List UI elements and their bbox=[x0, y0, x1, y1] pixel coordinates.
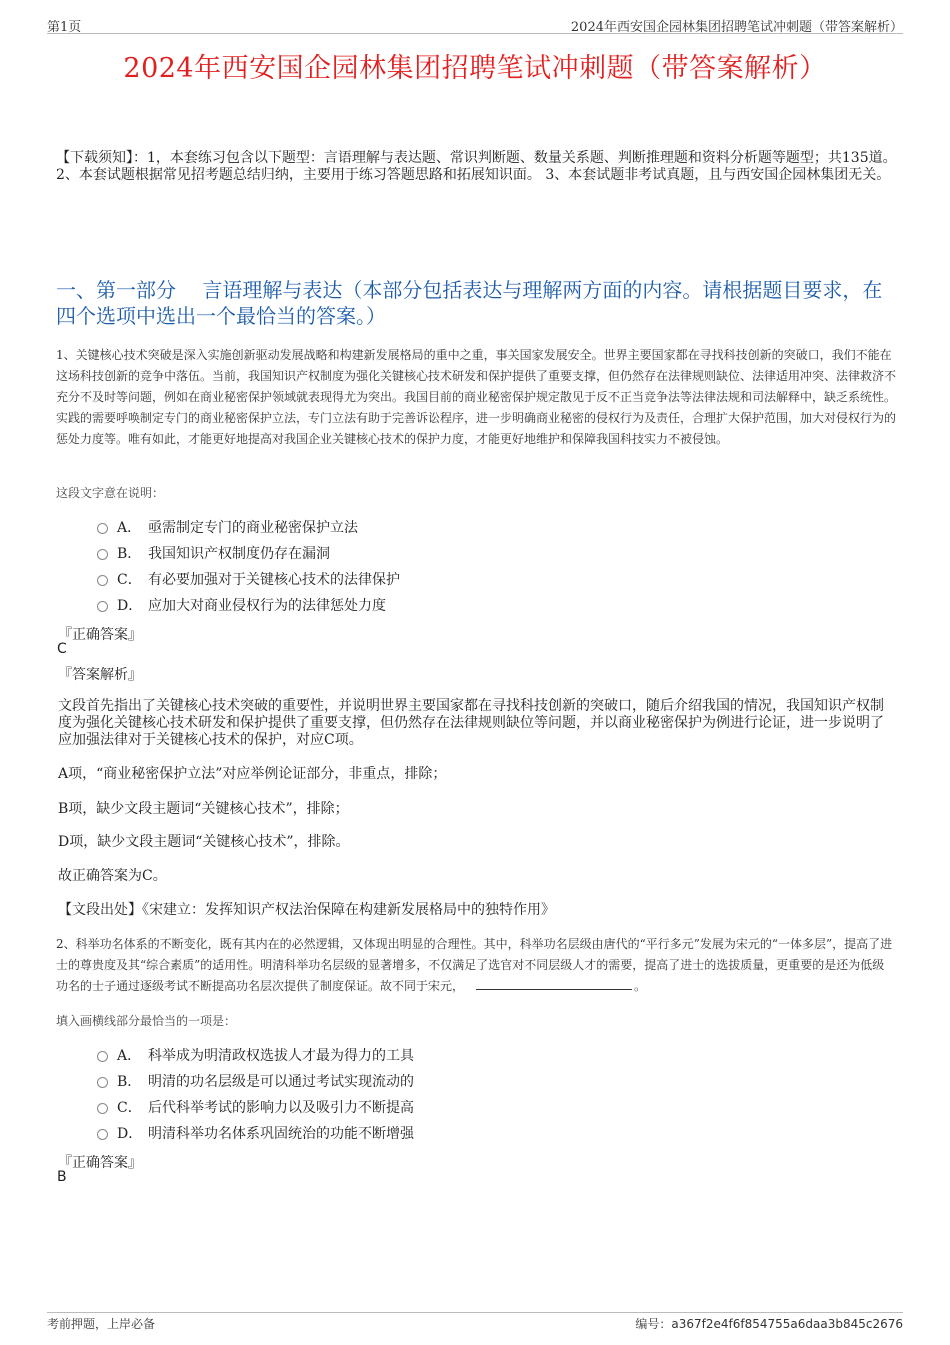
option-text: 我国知识产权制度仍存在漏洞 bbox=[148, 546, 330, 562]
radio-icon[interactable] bbox=[97, 523, 108, 534]
radio-icon[interactable] bbox=[97, 1103, 108, 1114]
option-text: 亟需制定专门的商业秘密保护立法 bbox=[148, 520, 358, 536]
option-letter: A． bbox=[117, 1048, 142, 1064]
footer-code-value: a367f2e4f6f854755a6daa3b845c2676 bbox=[671, 1317, 903, 1331]
question-2-answer: B bbox=[57, 1169, 67, 1185]
option-letter: B． bbox=[117, 546, 142, 562]
footer-slogan: 考前押题，上岸必备 bbox=[47, 1317, 156, 1331]
question-1-analysis-a: A项，“商业秘密保护立法”对应举例论证部分，非重点，排除； bbox=[58, 766, 447, 782]
question-1-answer-label: 『正确答案』 bbox=[58, 627, 142, 643]
question-1-option-d[interactable] bbox=[97, 595, 386, 615]
question-1-option-a[interactable] bbox=[97, 517, 358, 537]
question-1-answer: C bbox=[57, 641, 67, 657]
page-number: 第1页 bbox=[47, 20, 82, 35]
question-2-option-c[interactable] bbox=[97, 1097, 414, 1117]
question-1-prompt: 这段文字意在说明： bbox=[56, 486, 165, 500]
option-letter: C． bbox=[117, 1100, 142, 1116]
option-text: 科举成为明清政权选拔人才最为得力的工具 bbox=[148, 1048, 414, 1064]
radio-icon[interactable] bbox=[97, 601, 108, 612]
question-2-option-b[interactable] bbox=[97, 1071, 414, 1091]
question-1-analysis-label: 『答案解析』 bbox=[58, 667, 142, 683]
footer-code bbox=[635, 1315, 903, 1332]
option-letter: B． bbox=[117, 1074, 142, 1090]
question-1-option-c[interactable] bbox=[97, 569, 400, 589]
download-notice: 【下载须知】：1，本套练习包含以下题型：言语理解与表达题、常识判断题、数量关系题、判断推理题和资料分析题等题型；共135道。 2、本套试题根据常见招考题总结归纳，主要用于练习答题思路和拓展知识面。 3、本套试题非考试真题，且与西安国企园林集团无关。 bbox=[56, 150, 897, 183]
header-doc-title: 2024年西安国企园林集团招聘笔试冲刺题（带答案解析） bbox=[570, 20, 903, 35]
option-text: 明清科举功名体系巩固统治的功能不断增强 bbox=[148, 1126, 414, 1142]
option-text: 有必要加强对于关键核心技术的法律保护 bbox=[148, 572, 400, 588]
question-2-passage bbox=[56, 934, 896, 997]
question-1-passage: 1、关键核心技术突破是深入实施创新驱动发展战略和构建新发展格局的重中之重，事关国家发展安全。世界主要国家都在寻找科技创新的突破口，我们不能在这场科技创新的竞争中落伍。当前，我国知识产权制度为强化关键核心技术研发和保护提供了重要支撑，但仍然存在法律规则缺位、法律适用冲突、法律救济不充分不及时等问题，例如在商业秘密保护领域就表现得尤为突出。我国目前的商业秘密保护规定散见于反不正当竞争法等法律法规和司法解释中，缺乏系统性。实践的需要呼唤制定专门的商业秘密保护立法，专门立法有助于完善诉讼程序，进一步明确商业秘密的侵权行为及责任，合理扩大保护范围，加大对侵权行为的惩处力度等。唯有如此，才能更好地提高对我国企业关键核心技术的保护力度，才能更好地维护和保障我国科技实力不被侵蚀。 bbox=[56, 348, 897, 446]
option-text: 应加大对商业侵权行为的法律惩处力度 bbox=[148, 598, 386, 614]
radio-icon[interactable] bbox=[97, 549, 108, 560]
question-2-answer-label: 『正确答案』 bbox=[58, 1155, 142, 1171]
option-letter: D． bbox=[117, 1126, 143, 1142]
footer-divider bbox=[47, 1312, 903, 1313]
question-1-analysis-b: B项，缺少文段主题词“关键核心技术”，排除； bbox=[58, 801, 349, 817]
option-letter: C． bbox=[117, 572, 142, 588]
footer-code-label: 编号： bbox=[635, 1317, 672, 1331]
question-1-option-b[interactable] bbox=[97, 543, 330, 563]
option-letter: D． bbox=[117, 598, 143, 614]
question-2-prompt: 填入画横线部分最恰当的一项是： bbox=[56, 1014, 237, 1028]
header-divider bbox=[47, 33, 903, 34]
fill-in-blank bbox=[476, 979, 632, 990]
question-2-passage-text: 2、科举功名体系的不断变化，既有其内在的必然逻辑，又体现出明显的合理性。其中，科举功名层级由唐代的“平行多元”发展为宋元的“一体多层”，提高了进士的尊贵度及其“综合素质”的适用性。明清科举功名层级的显著增多，不仅满足了选官对不同层级人才的需要，提高了进士的选拔质量，更重要的是还为低级功名的士子通过逐级考试不断提高功名层次提供了制度保证。故不同于宋元， bbox=[56, 937, 893, 993]
section-title: 一、第一部分 言语理解与表达（本部分包括表达与理解两方面的内容。请根据题目要求，在四个选项中选出一个最恰当的答案。） bbox=[56, 278, 883, 328]
question-1-source: 【文段出处】《宋建立：发挥知识产权法治保障在构建新发展格局中的独特作用》 bbox=[58, 902, 555, 918]
radio-icon[interactable] bbox=[97, 1129, 108, 1140]
question-1-analysis-paragraph: 文段首先指出了关键核心技术突破的重要性，并说明世界主要国家都在寻找科技创新的突破口，随后介绍我国的情况，我国知识产权制度为强化关键核心技术研发和保护提供了重要支撑，但仍然存在法律规则缺位等问题，并以商业秘密保护为例进行论证，进一步说明了应加强法律对于关键核心技术的保护，对应C项。 bbox=[58, 698, 884, 748]
radio-icon[interactable] bbox=[97, 575, 108, 586]
option-text: 后代科举考试的影响力以及吸引力不断提高 bbox=[148, 1100, 414, 1116]
question-2-passage-end: 。 bbox=[634, 979, 647, 993]
question-2-option-d[interactable] bbox=[97, 1123, 414, 1143]
radio-icon[interactable] bbox=[97, 1077, 108, 1088]
question-1-analysis-d: D项，缺少文段主题词“关键核心技术”，排除。 bbox=[58, 834, 350, 850]
option-text: 明清的功名层级是可以通过考试实现流动的 bbox=[148, 1074, 414, 1090]
question-1-conclusion: 故正确答案为C。 bbox=[58, 868, 167, 884]
document-title: 2024年西安国企园林集团招聘笔试冲刺题（带答案解析） bbox=[123, 53, 827, 84]
radio-icon[interactable] bbox=[97, 1051, 108, 1062]
question-2-option-a[interactable] bbox=[97, 1045, 414, 1065]
option-letter: A． bbox=[117, 520, 142, 536]
